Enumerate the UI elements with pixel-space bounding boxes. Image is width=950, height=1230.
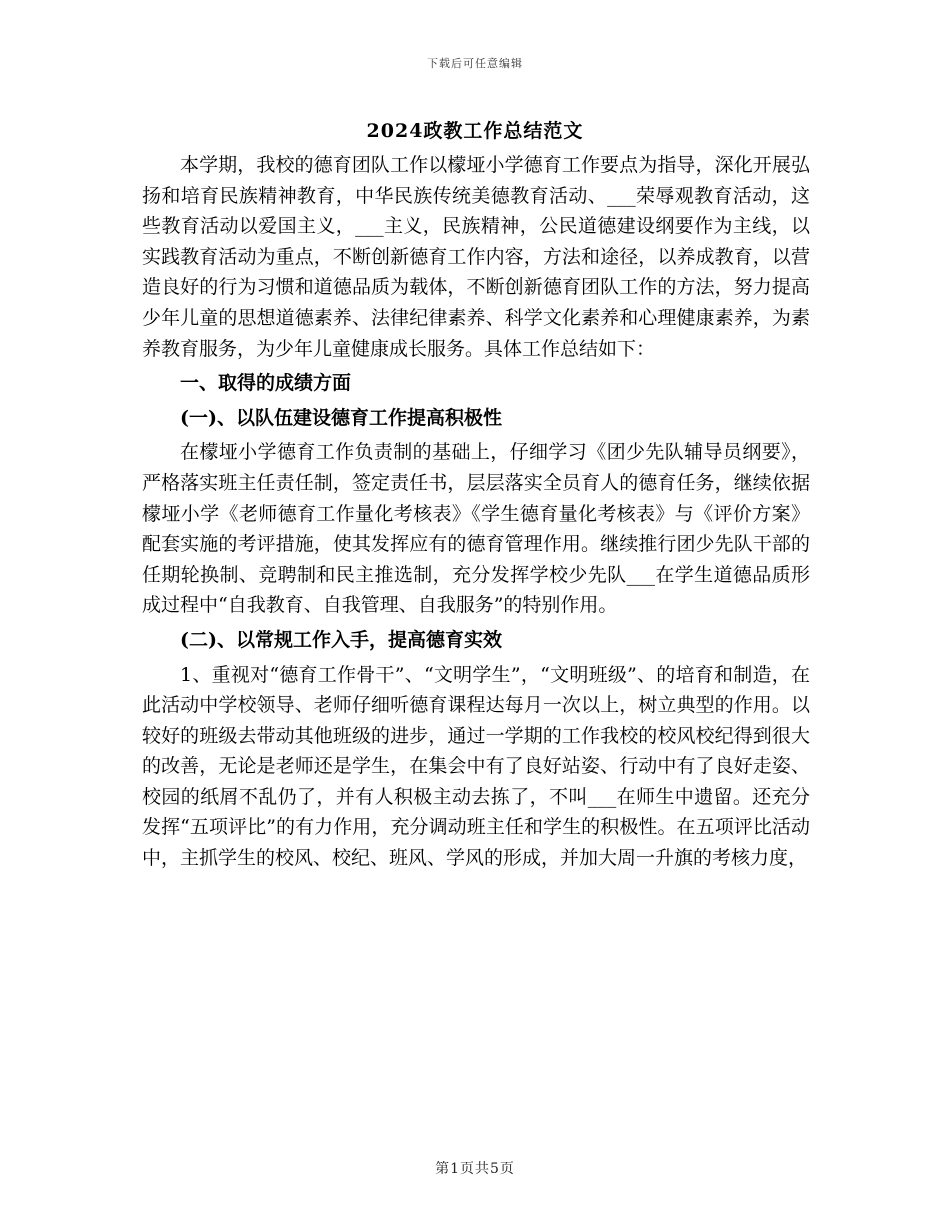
subsection-heading-routine-work: (二)、以常规工作入手，提高德育实效 bbox=[180, 628, 502, 651]
team-building-paragraph: 在檬垭小学德育工作负责制的基础上，仔细学习《团少先队辅导员纲要》，严格落实班主任责任制，签定责任书，层层落实全员育人的德育任务，继续依据檬垭小学《老师德育工作量化考核表》《学生德育量化考核表》与《评价方案》配套实施的考评措施，使其发挥应有的德育管理作用。继续推行团少先队干部的任期轮换制、竞聘制和民主推选制，充分发挥学校少先队___在学生道德品质形成过程中“自我教育、自我管理、自我服务”的特别作用。 bbox=[142, 441, 810, 617]
document-body bbox=[142, 150, 810, 874]
section-heading-achievements: 一、取得的成绩方面 bbox=[180, 372, 352, 395]
document-title: 2024政教工作总结范文 bbox=[366, 120, 584, 142]
page-number: 第1页共5页 bbox=[435, 1161, 515, 1177]
routine-work-paragraph: 1、重视对“德育工作骨干”、“文明学生”，“文明班级”、的培育和制造，在此活动中学校领导、老师仔细听德育课程达每月一次以上，树立典型的作用。以较好的班级去带动其他班级的进步，通过一学期的工作我校的校风校纪得到很大的改善，无论是老师还是学生，在集会中有了良好站姿、行动中有了良好走姿、校园的纸屑不乱仍了，并有人积极主动去拣了，不叫___在师生中遗留。还充分发挥“五项评比”的有力作用，充分调动班主任和学生的积极性。在五项评比活动中，主抓学生的校风、校纪、班风、学风的形成，并加大周一升旗的考核力度， bbox=[142, 663, 810, 870]
intro-paragraph: 本学期，我校的德育团队工作以檬垭小学德育工作要点为指导，深化开展弘扬和培育民族精神教育，中华民族传统美德教育活动、___荣辱观教育活动，这些教育活动以爱国主义，___主义，民族精神，公民道德建设纲要作为主线，以实践教育活动为重点，不断创新德育工作内容，方法和途径，以养成教育，以营造良好的行为习惯和道德品质为载体，不断创新德育团队工作的方法，努力提高少年儿童的思想道德素养、法律纪律素养、科学文化素养和心理健康素养，为素养教育服务，为少年儿童健康成长服务。具体工作总结如下： bbox=[142, 154, 810, 360]
page-header-note: 下载后可任意编辑 bbox=[427, 57, 523, 70]
subsection-heading-team-building: (一)、以队伍建设德育工作提高积极性 bbox=[180, 406, 502, 429]
